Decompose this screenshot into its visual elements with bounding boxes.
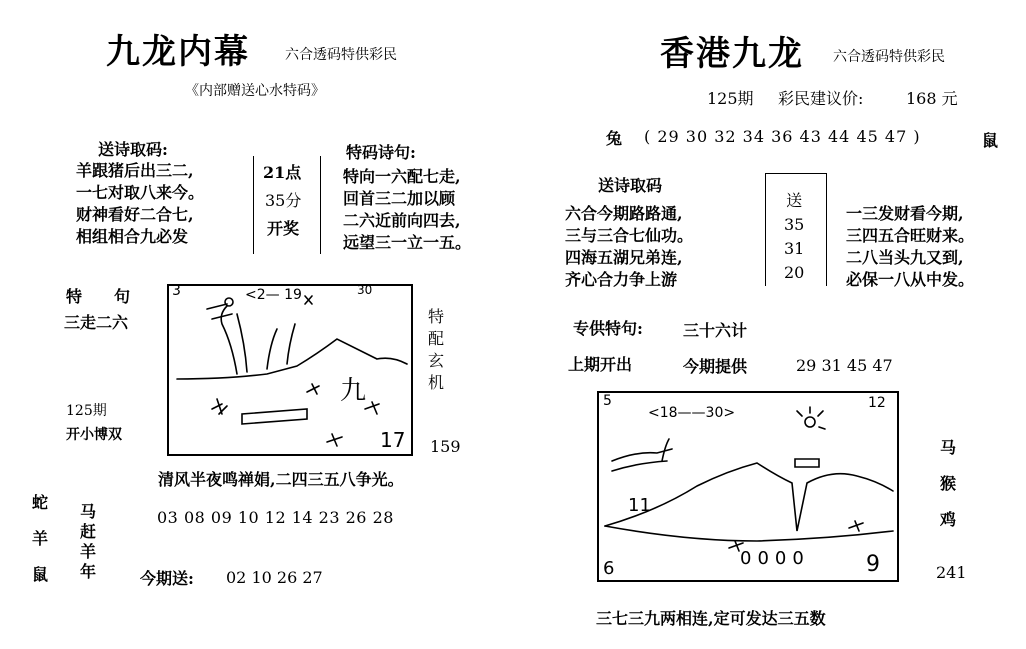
left-side-char: 配 (428, 329, 445, 348)
right-poem-line: 四海五湖兄弟连, (565, 248, 683, 267)
rabbit-label: 兔 (606, 129, 623, 148)
right-side-poem-line: 必保一八从中发。 (846, 270, 975, 289)
left-sketch-top-right: 30 (357, 283, 373, 297)
left-side-char: 玄 (428, 351, 445, 370)
left-poem-header: 送诗取码: (98, 140, 168, 159)
right-side-number: 241 (936, 563, 967, 582)
left-sketch-num: 17 (380, 428, 406, 452)
left-sketch-char: 九 (340, 376, 367, 406)
right-poem-line: 三与三合七仙功。 (565, 226, 694, 245)
left-side-char: 机 (428, 373, 445, 392)
right-subtitle: 六合透码特供彩民 (833, 49, 945, 65)
draw-time-1: 21点 (263, 163, 302, 182)
special-poem-header: 特码诗句: (346, 143, 416, 162)
zodiac-column-1 (32, 488, 48, 590)
left-poem-line: 相组相合九必发 (76, 227, 189, 246)
special-poem (343, 166, 471, 254)
send-number: 20 (784, 263, 805, 282)
right-poem-header: 送诗取码 (598, 176, 663, 195)
right-sketch-top-left: 5 (603, 393, 612, 409)
zodiac-char: 羊 (80, 542, 97, 561)
price-label: 彩民建议价: (778, 89, 864, 108)
right-side-char: 鸡 (940, 510, 957, 529)
left-side-char: 特 (428, 307, 445, 326)
left-subtitle: 六合透码特供彩民 (285, 47, 397, 63)
zodiac-char: 马 (80, 502, 97, 521)
last-period-label: 上期开出 (568, 355, 633, 374)
draw-label: 开奖 (267, 219, 300, 238)
right-side-poem-line: 一三发财看今期, (846, 204, 964, 223)
right-poem-line: 齐心合力争上游 (565, 270, 678, 289)
right-sketch-zeros: 0000 (740, 548, 810, 569)
special-poem-line: 回首三二加以顾 (343, 189, 456, 208)
right-send-column (784, 189, 804, 285)
send-number: 31 (784, 239, 805, 258)
right-poem (565, 203, 693, 291)
zodiac-char: 鼠 (32, 565, 49, 584)
zodiac-char: 年 (80, 562, 97, 581)
left-tagline: 《内部赠送心水特码》 (185, 83, 325, 99)
left-side-number: 159 (430, 437, 461, 456)
left-sketch-range: <2— 19 (245, 287, 302, 303)
right-title: 香港九龙 (660, 34, 804, 74)
right-verse: 三七三九两相连,定可发达三五数 (596, 609, 826, 628)
this-period-numbers: 02 10 26 27 (226, 568, 323, 587)
right-sketch-top-right: 12 (868, 395, 886, 411)
special-phrase: 三走二六 (64, 313, 129, 332)
right-side-poem (846, 203, 974, 291)
left-poem-line: 财神看好二合七, (76, 205, 194, 224)
zodiac-column-2 (80, 502, 96, 582)
right-poem-line: 六合今期路路通, (565, 204, 683, 223)
left-issue-note: 开小博双 (66, 427, 122, 443)
zodiac-char: 赶 (80, 522, 97, 541)
zodiac-char: 蛇 (32, 493, 49, 512)
left-poem-line: 一七对取八来今。 (76, 183, 205, 202)
special-phrase-header: 特 句 (66, 287, 131, 306)
right-issue: 125期 (707, 89, 754, 108)
right-sketch-range: <18——30> (648, 405, 736, 421)
provide-numbers: 29 31 45 47 (796, 356, 893, 375)
special-text: 三十六计 (683, 321, 748, 340)
special-poem-line: 特向一六配七走, (343, 167, 461, 186)
special-poem-line: 远望三一立一五。 (343, 233, 472, 252)
right-sketch-nine: 9 (866, 552, 880, 577)
send-number: 35 (784, 215, 805, 234)
right-side-char: 马 (940, 438, 957, 457)
left-issue: 125期 (66, 403, 107, 419)
left-poem (76, 160, 204, 248)
range-numbers: ( 29 30 32 34 36 43 44 45 47 ) (644, 127, 921, 146)
left-numbers: 03 08 09 10 12 14 23 26 28 (157, 508, 394, 527)
special-poem-line: 二六近前向四去, (343, 211, 461, 230)
left-title: 九龙内幕 (106, 32, 250, 72)
left-sketch-drawing (167, 284, 413, 456)
this-period-label: 今期送: (140, 569, 194, 588)
right-sketch-bottom-left: 6 (603, 558, 615, 579)
special-label: 专供特句: (573, 319, 643, 338)
left-sketch-top-left: 3 (172, 283, 181, 299)
right-sketch-eleven: 11 (628, 495, 651, 516)
left-side-chars (428, 306, 444, 394)
left-poem-line: 羊跟猪后出三二, (76, 161, 194, 180)
zodiac-char: 羊 (32, 529, 49, 548)
right-side-poem-line: 二八当头九又到, (846, 248, 964, 267)
right-side-chars (940, 434, 956, 534)
left-verse: 清风半夜鸣禅娟,二四三五八争光。 (158, 470, 404, 489)
right-side-char: 猴 (940, 474, 957, 493)
rat-label: 鼠 (982, 131, 999, 150)
right-side-poem-line: 三四五合旺财来。 (846, 226, 975, 245)
right-sketch-drawing (597, 391, 899, 582)
send-label: 送 (786, 191, 803, 210)
draw-time-2: 35分 (265, 191, 302, 210)
provide-label: 今期提供 (683, 357, 748, 376)
price-value: 168 元 (906, 89, 958, 108)
